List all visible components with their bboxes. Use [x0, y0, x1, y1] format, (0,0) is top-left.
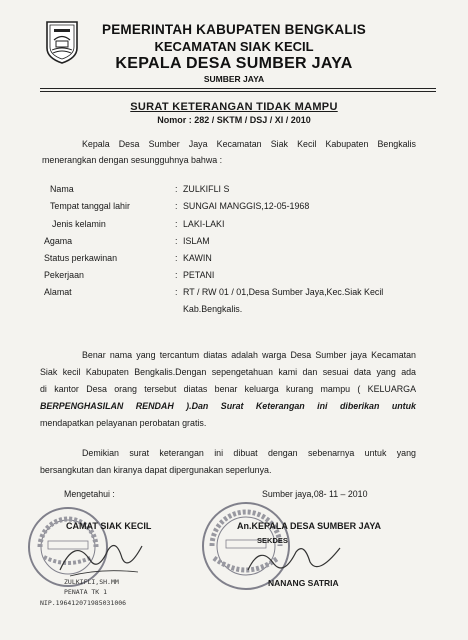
header-district: KECAMATAN SIAK KECIL [154, 39, 314, 54]
field-label-birth: Tempat tanggal lahir [50, 201, 130, 211]
left-sign-name: ZULKIFLI,SH.MM [64, 578, 119, 586]
field-value-occupation: PETANI [183, 270, 215, 280]
right-sign-office: An.KEPALA DESA SUMBER JAYA [237, 521, 382, 531]
closing-line-2: bersangkutan dan kiranya dapat dipergunakan seperlunya. [40, 465, 272, 475]
field-label-address: Alamat [44, 287, 72, 297]
body-line-2: Siak kecil Kabupaten Bengkalis.Dengan sepengetahuan kami dan sesuai data yang ada [40, 367, 416, 377]
field-label-occupation: Pekerjaan [44, 270, 84, 280]
field-value-religion: ISLAM [183, 236, 210, 246]
field-value-name: ZULKIFLI S [183, 184, 230, 194]
field-value-marital: KAWIN [183, 253, 212, 263]
field-separator: : [175, 201, 178, 211]
field-label-religion: Agama [44, 236, 73, 246]
identity-fields [44, 184, 430, 334]
body-line-5: mendapatkan pelayanan perobatan gratis. [40, 418, 207, 428]
field-separator: : [175, 253, 178, 263]
left-sign-caption: Mengetahui : [64, 489, 115, 499]
field-separator: : [175, 270, 178, 280]
field-value-address-line2: Kab.Bengkalis. [183, 304, 243, 314]
left-sign-office: CAMAT SIAK KECIL [66, 521, 152, 531]
left-sign-rank: PENATA TK 1 [64, 588, 108, 596]
field-label-gender: Jenis kelamin [52, 219, 106, 229]
field-label-name: Nama [50, 184, 74, 194]
field-separator: : [175, 236, 178, 246]
left-sign-nip: NIP.196412071985031006 [40, 599, 127, 607]
right-sign-role: SEKDES [257, 536, 288, 545]
letter-number: Nomor : 282 / SKTM / DSJ / XI / 2010 [157, 115, 311, 125]
intro-line-1: Kepala Desa Sumber Jaya Kecamatan Siak Kecil Kabupaten Bengkalis [82, 139, 416, 149]
letter-title: SURAT KETERANGAN TIDAK MAMPU [130, 101, 338, 113]
header-government: PEMERINTAH KABUPATEN BENGKALIS [101, 22, 366, 37]
body-line-3: di kantor Desa orang tersebut diatas benar keluarga kurang mampu ( KELUARGA [40, 384, 416, 394]
intro-line-2: menerangkan dengan sesungguhnya bahwa : [42, 155, 223, 165]
header-divider-thin [40, 91, 436, 92]
field-separator: : [175, 287, 178, 297]
field-value-birth: SUNGAI MANGGIS,12-05-1968 [183, 201, 310, 211]
right-sign-place-date: Sumber jaya,08- 11 – 2010 [262, 489, 368, 499]
left-signature [50, 532, 150, 582]
header-village: SUMBER JAYA [203, 74, 265, 84]
closing-line-1: Demikian surat keterangan ini dibuat dengan sebenarnya untuk yang [82, 448, 416, 458]
right-signature [240, 540, 350, 580]
header-divider-thick [40, 88, 436, 89]
field-separator: : [175, 184, 178, 194]
field-separator: : [175, 219, 178, 229]
body-line-4: BERPENGHASILAN RENDAH ).Dan Surat Keterangan ini diberikan untuk [40, 401, 416, 411]
field-label-marital: Status perkawinan [44, 253, 118, 263]
body-line-1: Benar nama yang tercantum diatas adalah warga Desa Sumber jaya Kecamatan [82, 350, 416, 360]
right-sign-name: NANANG SATRIA [268, 578, 339, 588]
field-value-gender: LAKI-LAKI [183, 219, 225, 229]
header-office: KEPALA DESA SUMBER JAYA [115, 55, 353, 72]
field-value-address: RT / RW 01 / 01,Desa Sumber Jaya,Kec.Siak Kecil [183, 287, 384, 297]
